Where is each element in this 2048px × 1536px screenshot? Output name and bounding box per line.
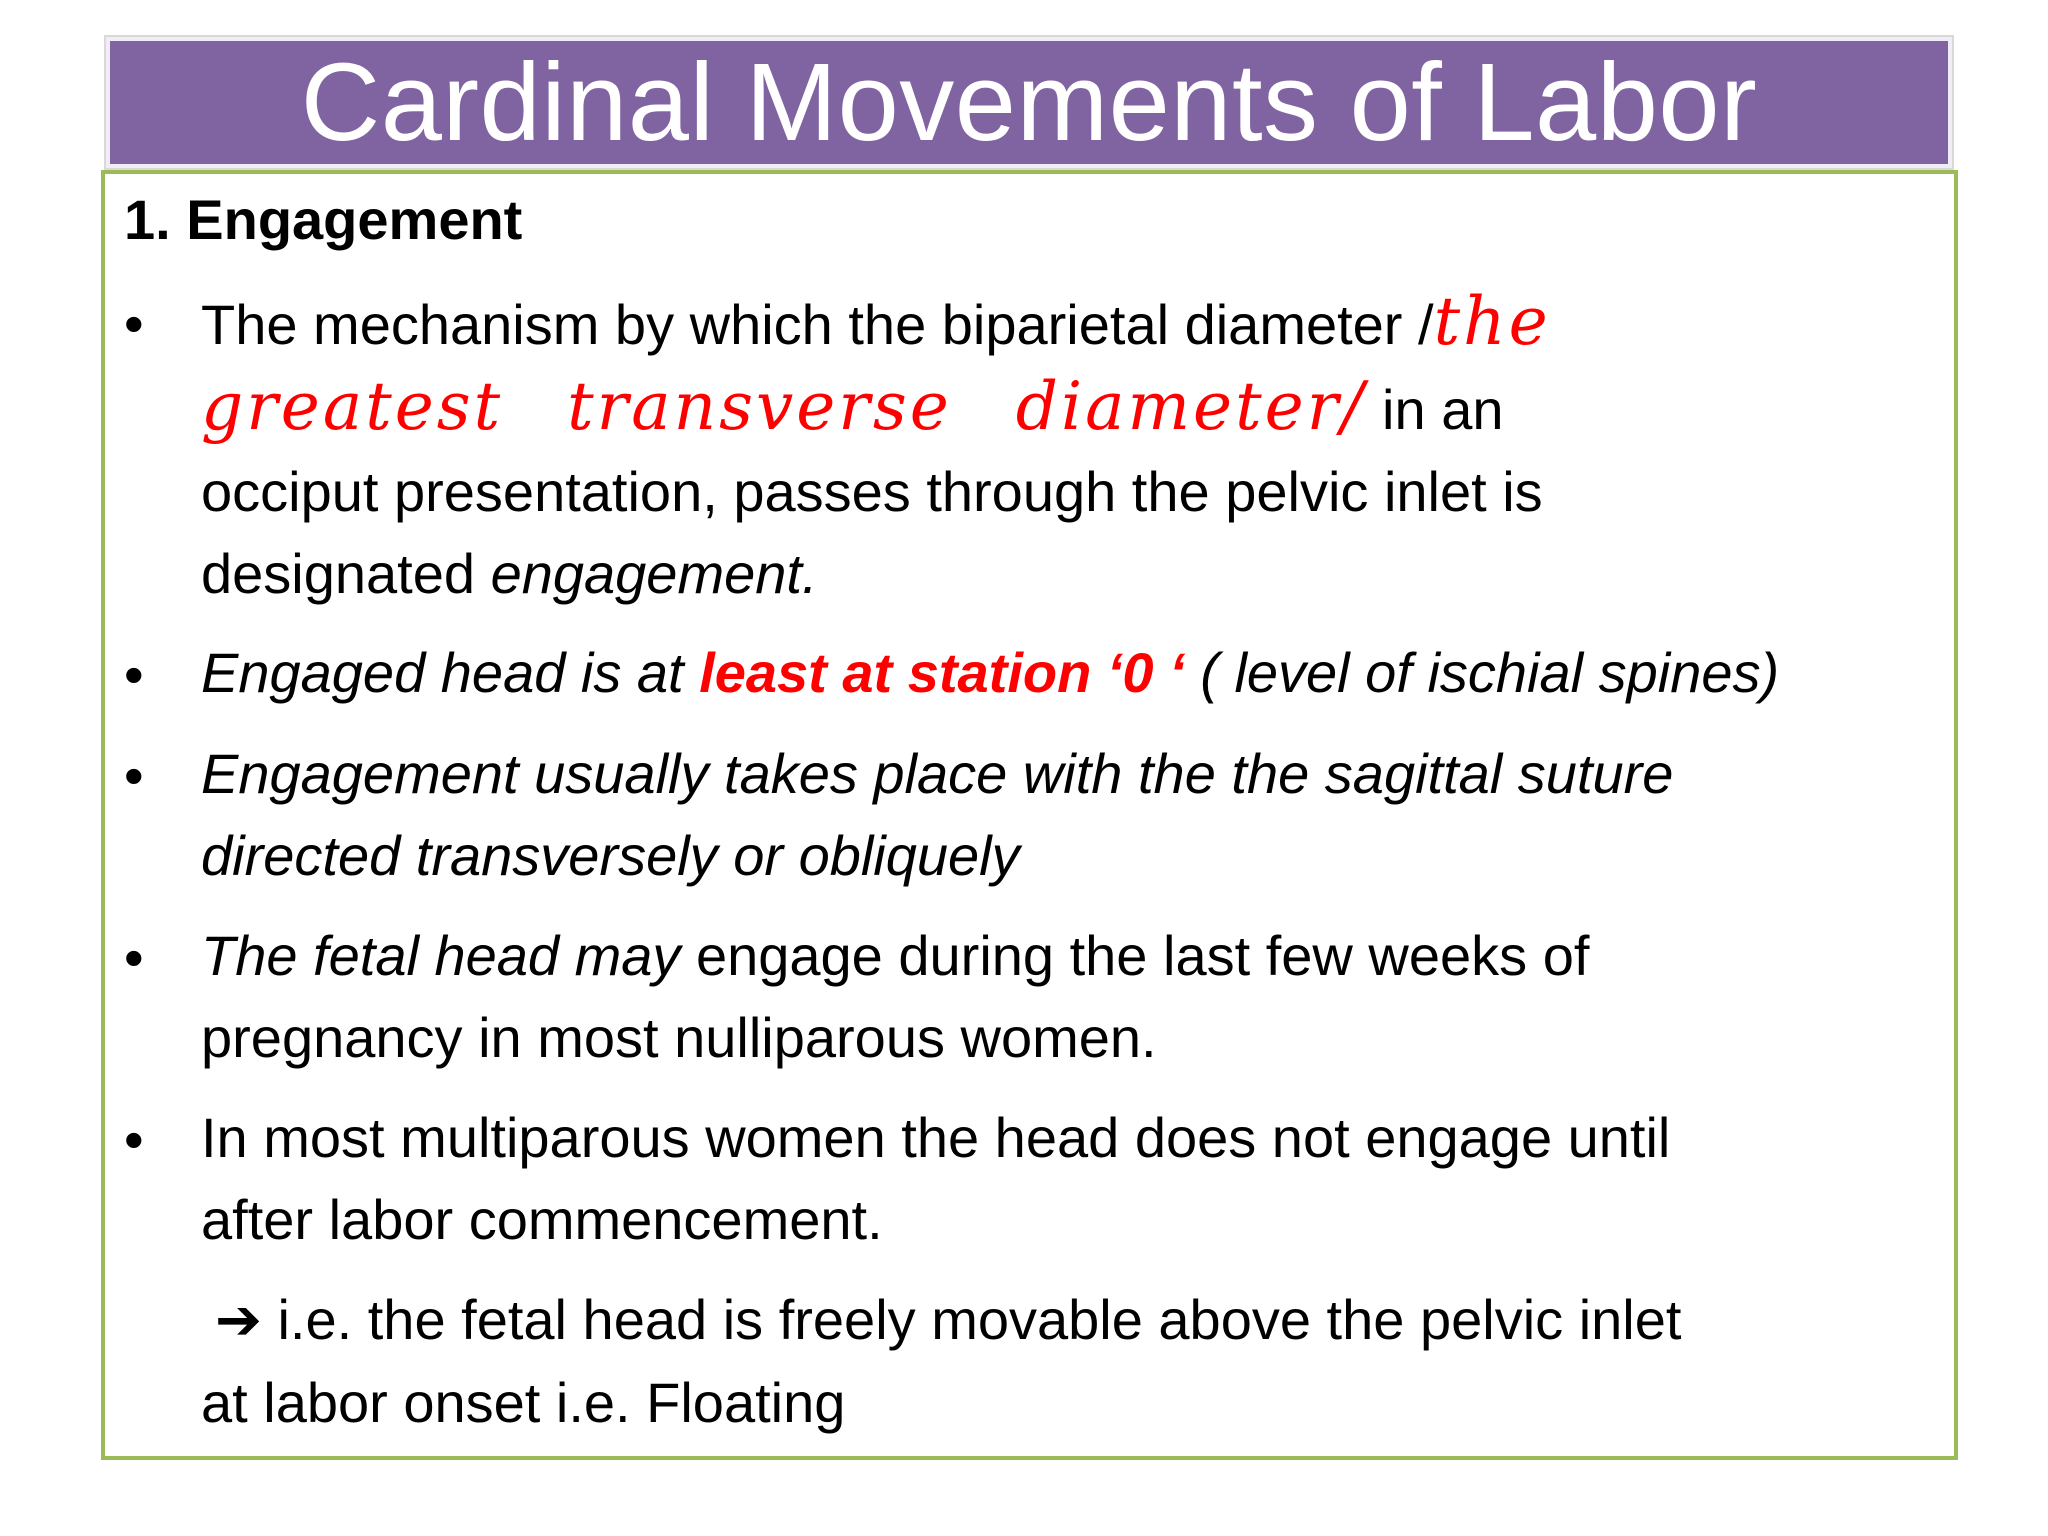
note-line-2: at labor onset i.e. Floating [201, 1371, 846, 1434]
bullet-1-line-1: The mechanism by which the biparietal diameter /the [201, 283, 1551, 360]
bullet-5-line-1: In most multiparous women the head does not engage until [201, 1106, 1671, 1169]
floating-note [201, 1279, 1931, 1444]
right-arrow-icon: ➔ [215, 1288, 262, 1353]
slide-title: Cardinal Movements of Labor [300, 40, 1758, 164]
emphasis-text: greatest transverse diameter/ [201, 368, 1367, 445]
bullet-5-line-2: after labor commencement. [201, 1188, 883, 1251]
bullet-marker: • [124, 643, 144, 706]
bullet-4-line-1: The fetal head may engage during the last few weeks of [201, 924, 1590, 987]
section-heading: 1. Engagement [124, 188, 523, 251]
note-line-1: ➔ i.e. the fetal head is freely movable above the pelvic inlet [215, 1288, 1682, 1353]
bullet-1-text [201, 281, 1931, 615]
bullet-3-line-1: Engagement usually takes place with the the sagittal suture [201, 742, 1674, 805]
station-emphasis: least at station ‘0 ‘ [699, 641, 1185, 704]
slide-title-bar [106, 37, 1952, 168]
bullet-1-line-4: designated engagement. [201, 542, 818, 605]
bullet-marker: • [124, 926, 144, 989]
bullet-5-text [201, 1097, 1931, 1261]
bullet-4-text [201, 915, 1931, 1079]
bullet-3-text [201, 733, 1931, 897]
bullet-4-line-2: pregnancy in most nulliparous women. [201, 1006, 1157, 1069]
bullet-1-line-3: occiput presentation, passes through the pelvic inlet is [201, 460, 1543, 523]
bullet-marker: • [124, 744, 144, 807]
emphasis-text: the [1433, 283, 1551, 360]
bullet-3-line-2: directed transversely or obliquely [201, 824, 1020, 887]
bullet-marker: • [124, 292, 144, 355]
bullet-2-text [201, 632, 1931, 714]
bullet-1-line-2: greatest transverse diameter/ in an [201, 368, 1504, 445]
bullet-marker: • [124, 1108, 144, 1171]
bullet-2-line-1: Engaged head is at least at station ‘0 ‘ ( level of ischial spines) [201, 641, 1780, 704]
